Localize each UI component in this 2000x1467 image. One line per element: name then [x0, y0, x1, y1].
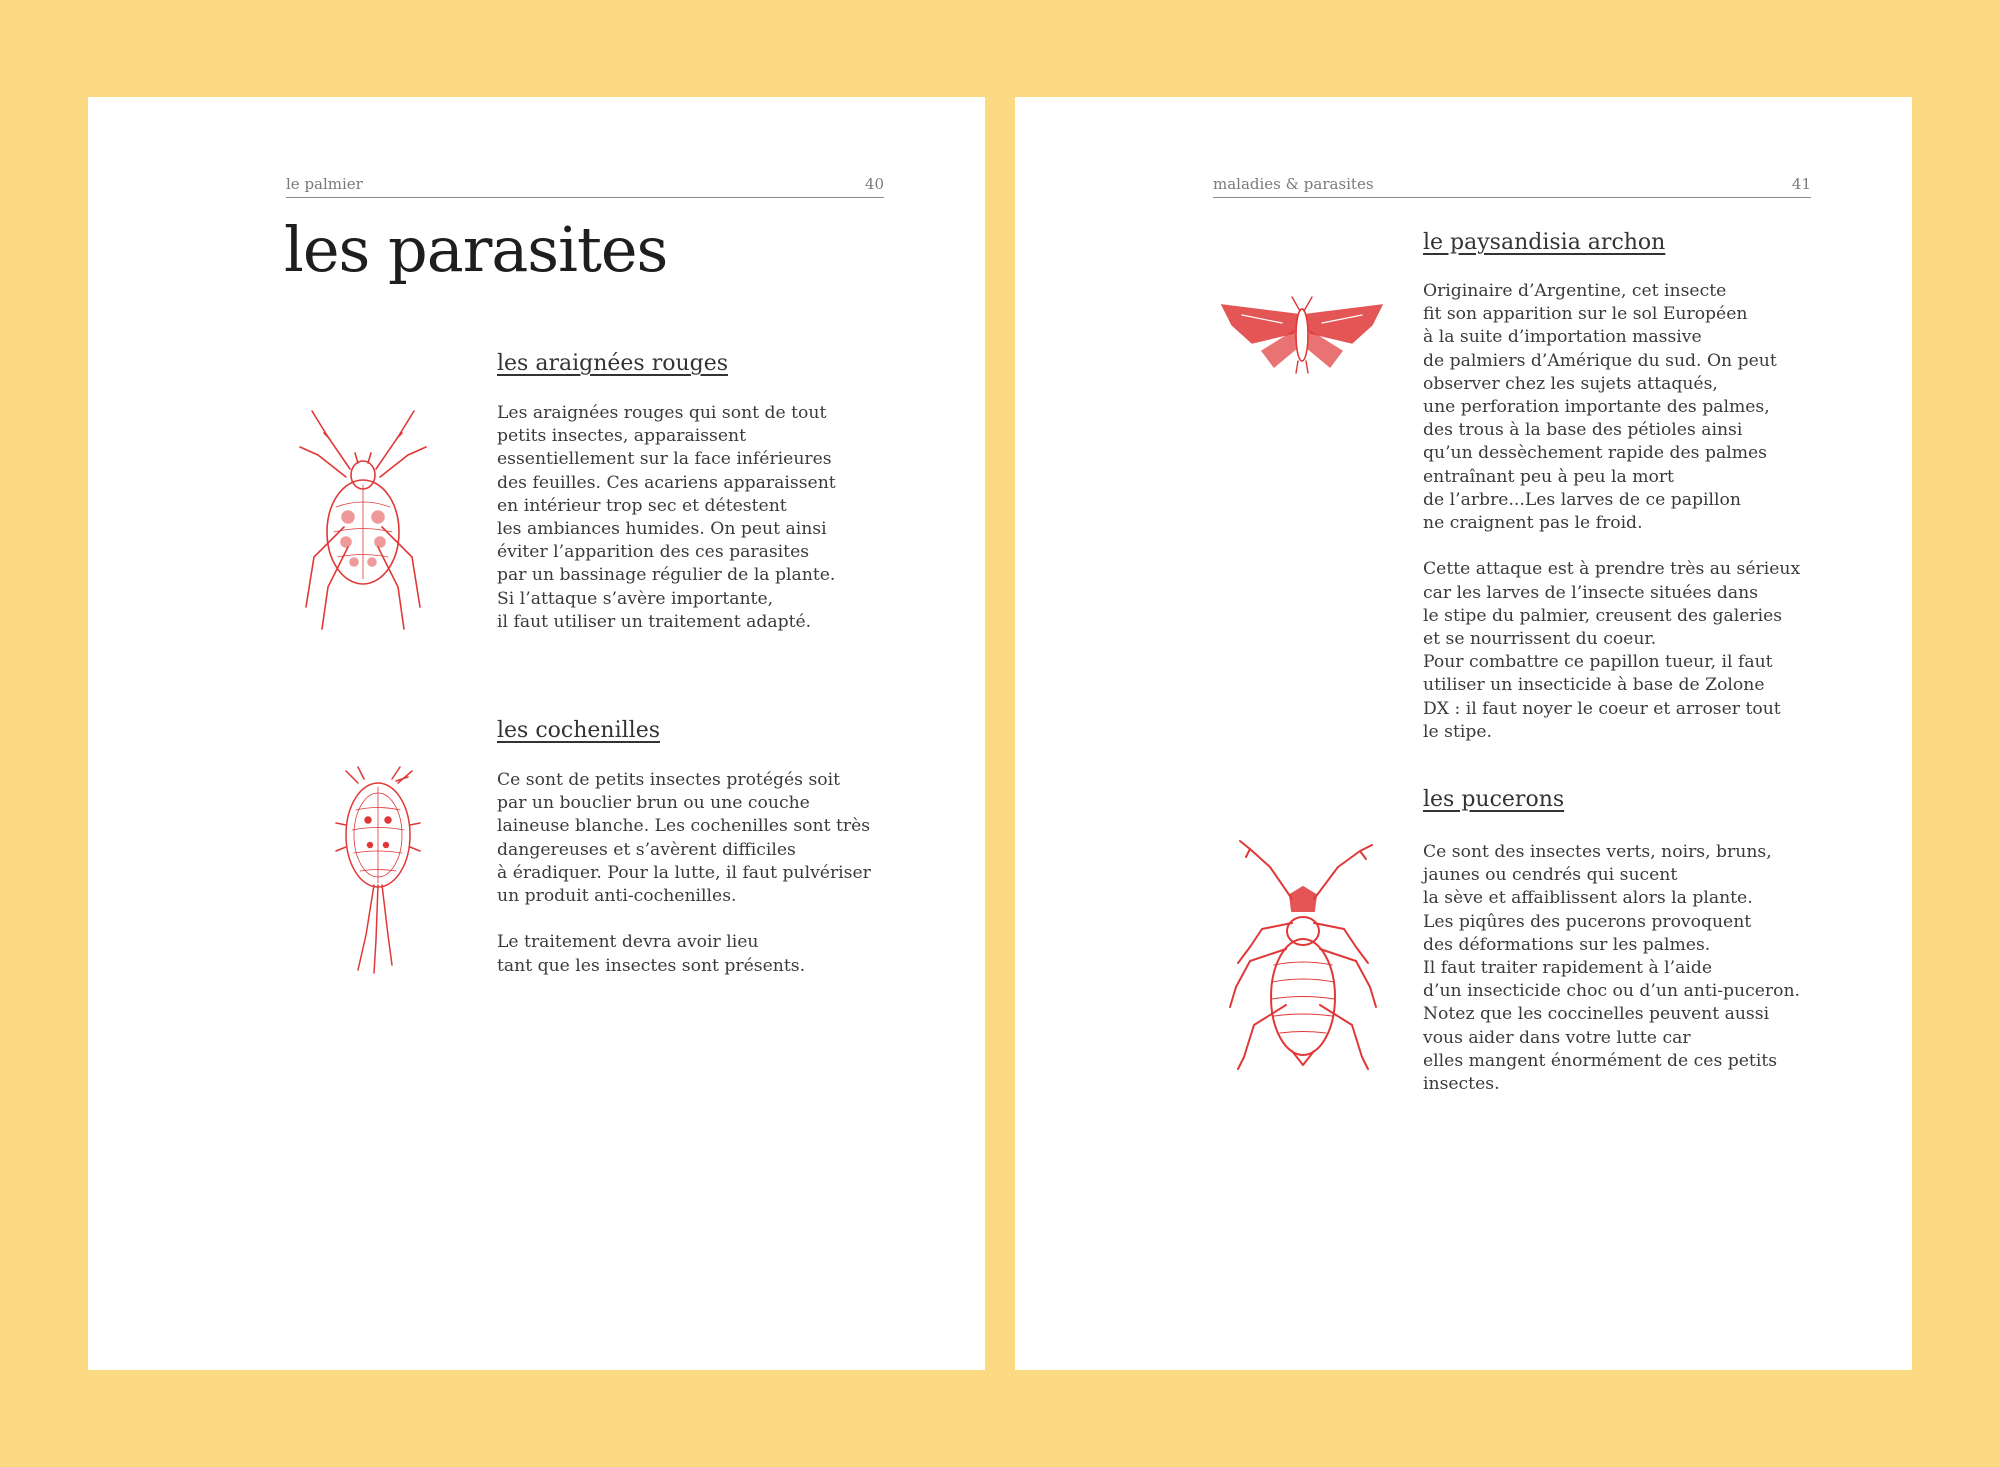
text-line: des feuilles. Ces acariens apparaissent: [497, 472, 836, 493]
text-line: insectes.: [1423, 1074, 1500, 1095]
text-line: Le traitement devra avoir lieu: [497, 932, 759, 953]
paragraph-gap: [497, 908, 871, 931]
text-line: d’un insecticide choc ou d’un anti-puceron.: [1423, 981, 1800, 1002]
text-line: Originaire d’Argentine, cet insecte: [1423, 281, 1727, 301]
paragraph-gap: [1423, 535, 1800, 558]
text-line: le stipe du palmier, creusent des galeries: [1423, 605, 1783, 626]
running-head-right: [1213, 175, 1811, 198]
page-number: 40: [864, 175, 884, 193]
text-line: un produit anti-cochenilles.: [497, 886, 737, 907]
text-line: Cette attaque est à prendre très au sérieux: [1423, 559, 1801, 580]
running-head-title: le palmier: [286, 175, 363, 193]
section-heading-cochenilles: les cochenilles: [497, 718, 661, 743]
text-line: la sève et affaiblissent alors la plante.: [1423, 888, 1753, 909]
text-line: entraînant peu à peu la mort: [1423, 466, 1674, 487]
text-line: essentiellement sur la face inférieures: [497, 449, 832, 470]
text-line: vous aider dans votre lutte car: [1423, 1027, 1691, 1048]
text-line: par un bouclier brun ou une couche: [497, 793, 810, 814]
scale-insect-icon: [328, 765, 428, 975]
red-spider-mite-icon: [288, 407, 438, 632]
text-line: tant que les insectes sont présents.: [497, 955, 806, 976]
aphid-icon: [1210, 837, 1395, 1077]
text-line: en intérieur trop sec et détestent: [497, 495, 787, 516]
text-line: Pour combattre ce papillon tueur, il faut: [1423, 652, 1773, 673]
text-line: Les araignées rouges qui sont de tout: [497, 403, 827, 423]
section-body-pucerons: [1423, 841, 1800, 1096]
text-line: à éradiquer. Pour la lutte, il faut pulvériser: [497, 862, 871, 883]
section-body-paysandisia: [1423, 280, 1800, 744]
text-line: par un bassinage régulier de la plante.: [497, 565, 836, 586]
text-line: utiliser un insecticide à base de Zolone: [1423, 675, 1765, 696]
left-page: [88, 97, 985, 1370]
section-heading-araignees: les araignées rouges: [497, 351, 729, 376]
running-head-title: maladies & parasites: [1213, 175, 1374, 193]
text-line: Les piqûres des pucerons provoquent: [1423, 911, 1752, 932]
text-line: observer chez les sujets attaqués,: [1423, 373, 1718, 394]
text-line: car les larves de l’insecte situées dans: [1423, 582, 1759, 603]
text-line: de palmiers d’Amérique du sud. On peut: [1423, 350, 1777, 371]
text-line: Il faut traiter rapidement à l’aide: [1423, 958, 1713, 979]
text-line: laineuse blanche. Les cochenilles sont très: [497, 816, 871, 837]
text-line: de l’arbre...Les larves de ce papillon: [1423, 489, 1741, 510]
running-head-left: [286, 175, 884, 198]
moth-icon: [1212, 285, 1392, 375]
section-heading-paysandisia: le paysandisia archon: [1423, 230, 1666, 255]
text-line: le stipe.: [1423, 721, 1492, 742]
section-body-araignees: [497, 402, 836, 634]
chapter-title: les parasites: [284, 213, 668, 286]
text-line: et se nourrissent du coeur.: [1423, 629, 1657, 650]
right-page: [1015, 97, 1912, 1370]
text-line: une perforation importante des palmes,: [1423, 397, 1770, 418]
text-line: des trous à la base des pétioles ainsi: [1423, 420, 1743, 441]
text-line: elles mangent énormément de ces petits: [1423, 1050, 1778, 1071]
text-line: fit son apparition sur le sol Européen: [1423, 304, 1748, 325]
text-line: Notez que les coccinelles peuvent aussi: [1423, 1004, 1770, 1025]
text-line: ne craignent pas le froid.: [1423, 513, 1643, 534]
text-line: éviter l’apparition des ces parasites: [497, 542, 810, 563]
section-heading-pucerons: les pucerons: [1423, 787, 1565, 812]
text-line: il faut utiliser un traitement adapté.: [497, 611, 812, 632]
text-line: Ce sont des insectes verts, noirs, bruns,: [1423, 842, 1772, 862]
text-line: DX : il faut noyer le coeur et arroser tout: [1423, 698, 1781, 719]
page-number: 41: [1791, 175, 1811, 193]
text-line: petits insectes, apparaissent: [497, 426, 747, 447]
text-line: Si l’attaque s’avère importante,: [497, 588, 774, 609]
text-line: qu’un dessèchement rapide des palmes: [1423, 443, 1767, 464]
text-line: Ce sont de petits insectes protégés soit: [497, 770, 841, 790]
section-body-cochenilles: [497, 769, 871, 978]
text-line: à la suite d’importation massive: [1423, 327, 1702, 348]
text-line: dangereuses et s’avèrent difficiles: [497, 839, 796, 860]
text-line: des déformations sur les palmes.: [1423, 934, 1711, 955]
text-line: les ambiances humides. On peut ainsi: [497, 519, 827, 540]
text-line: jaunes ou cendrés qui sucent: [1423, 865, 1678, 886]
